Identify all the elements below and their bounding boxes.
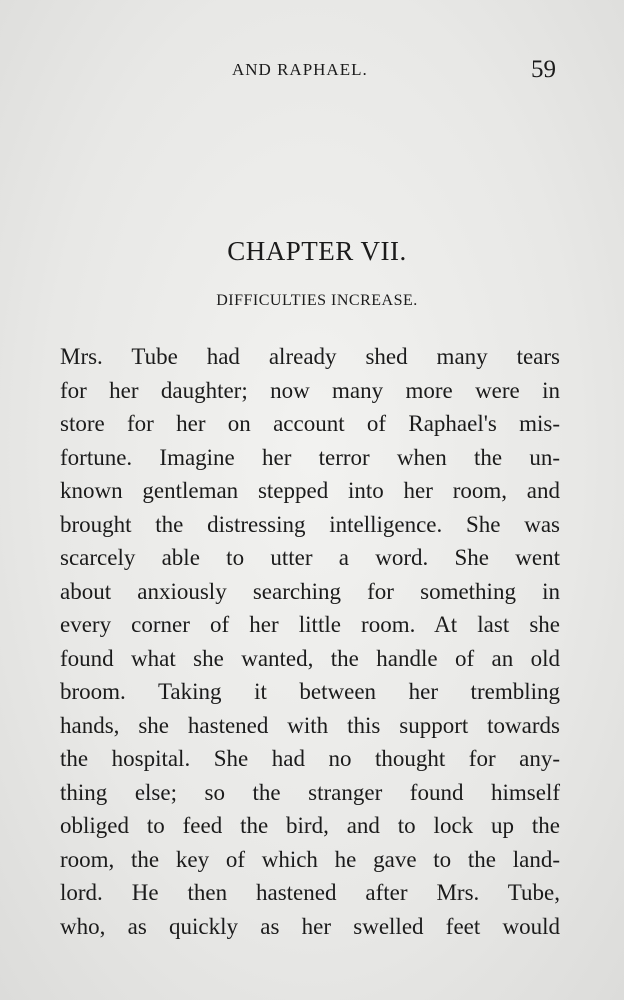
chapter-title: CHAPTER VII. [227, 236, 407, 266]
text-line: hands, she hastened with this support towards [60, 712, 560, 738]
text-line: Mrs. Tube had already shed many tears [60, 344, 560, 369]
text-line: room, the key of which he gave to the land- [60, 846, 560, 872]
text-line: who, as quickly as her swelled feet would [60, 913, 560, 939]
body-text [60, 340, 560, 943]
text-line: about anxiously searching for something in [60, 578, 560, 604]
text-line: fortune. Imagine her terror when the un- [60, 444, 560, 470]
text-line: found what she wanted, the handle of an old [60, 645, 560, 671]
text-line: thing else; so the stranger found himself [60, 779, 560, 805]
running-head: AND RAPHAEL. [232, 60, 368, 79]
text-line: lord. He then hastened after Mrs. Tube, [60, 880, 560, 905]
text-line: brought the distressing intelligence. She was [60, 511, 560, 537]
page-number: 59 [531, 56, 556, 83]
chapter-subtitle: DIFFICULTIES INCREASE. [216, 292, 418, 309]
text-line: store for her on account of Raphael's mis- [60, 411, 560, 436]
text-line: the hospital. She had no thought for any- [60, 746, 560, 771]
text-line: every corner of her little room. At last she [60, 612, 560, 637]
text-line: broom. Taking it between her trembling [60, 679, 560, 704]
text-line: known gentleman stepped into her room, and [60, 478, 560, 503]
text-line: obliged to feed the bird, and to lock up the [60, 813, 560, 838]
text-line: scarcely able to utter a word. She went [60, 545, 560, 570]
text-line: for her daughter; now many more were in [60, 377, 560, 403]
